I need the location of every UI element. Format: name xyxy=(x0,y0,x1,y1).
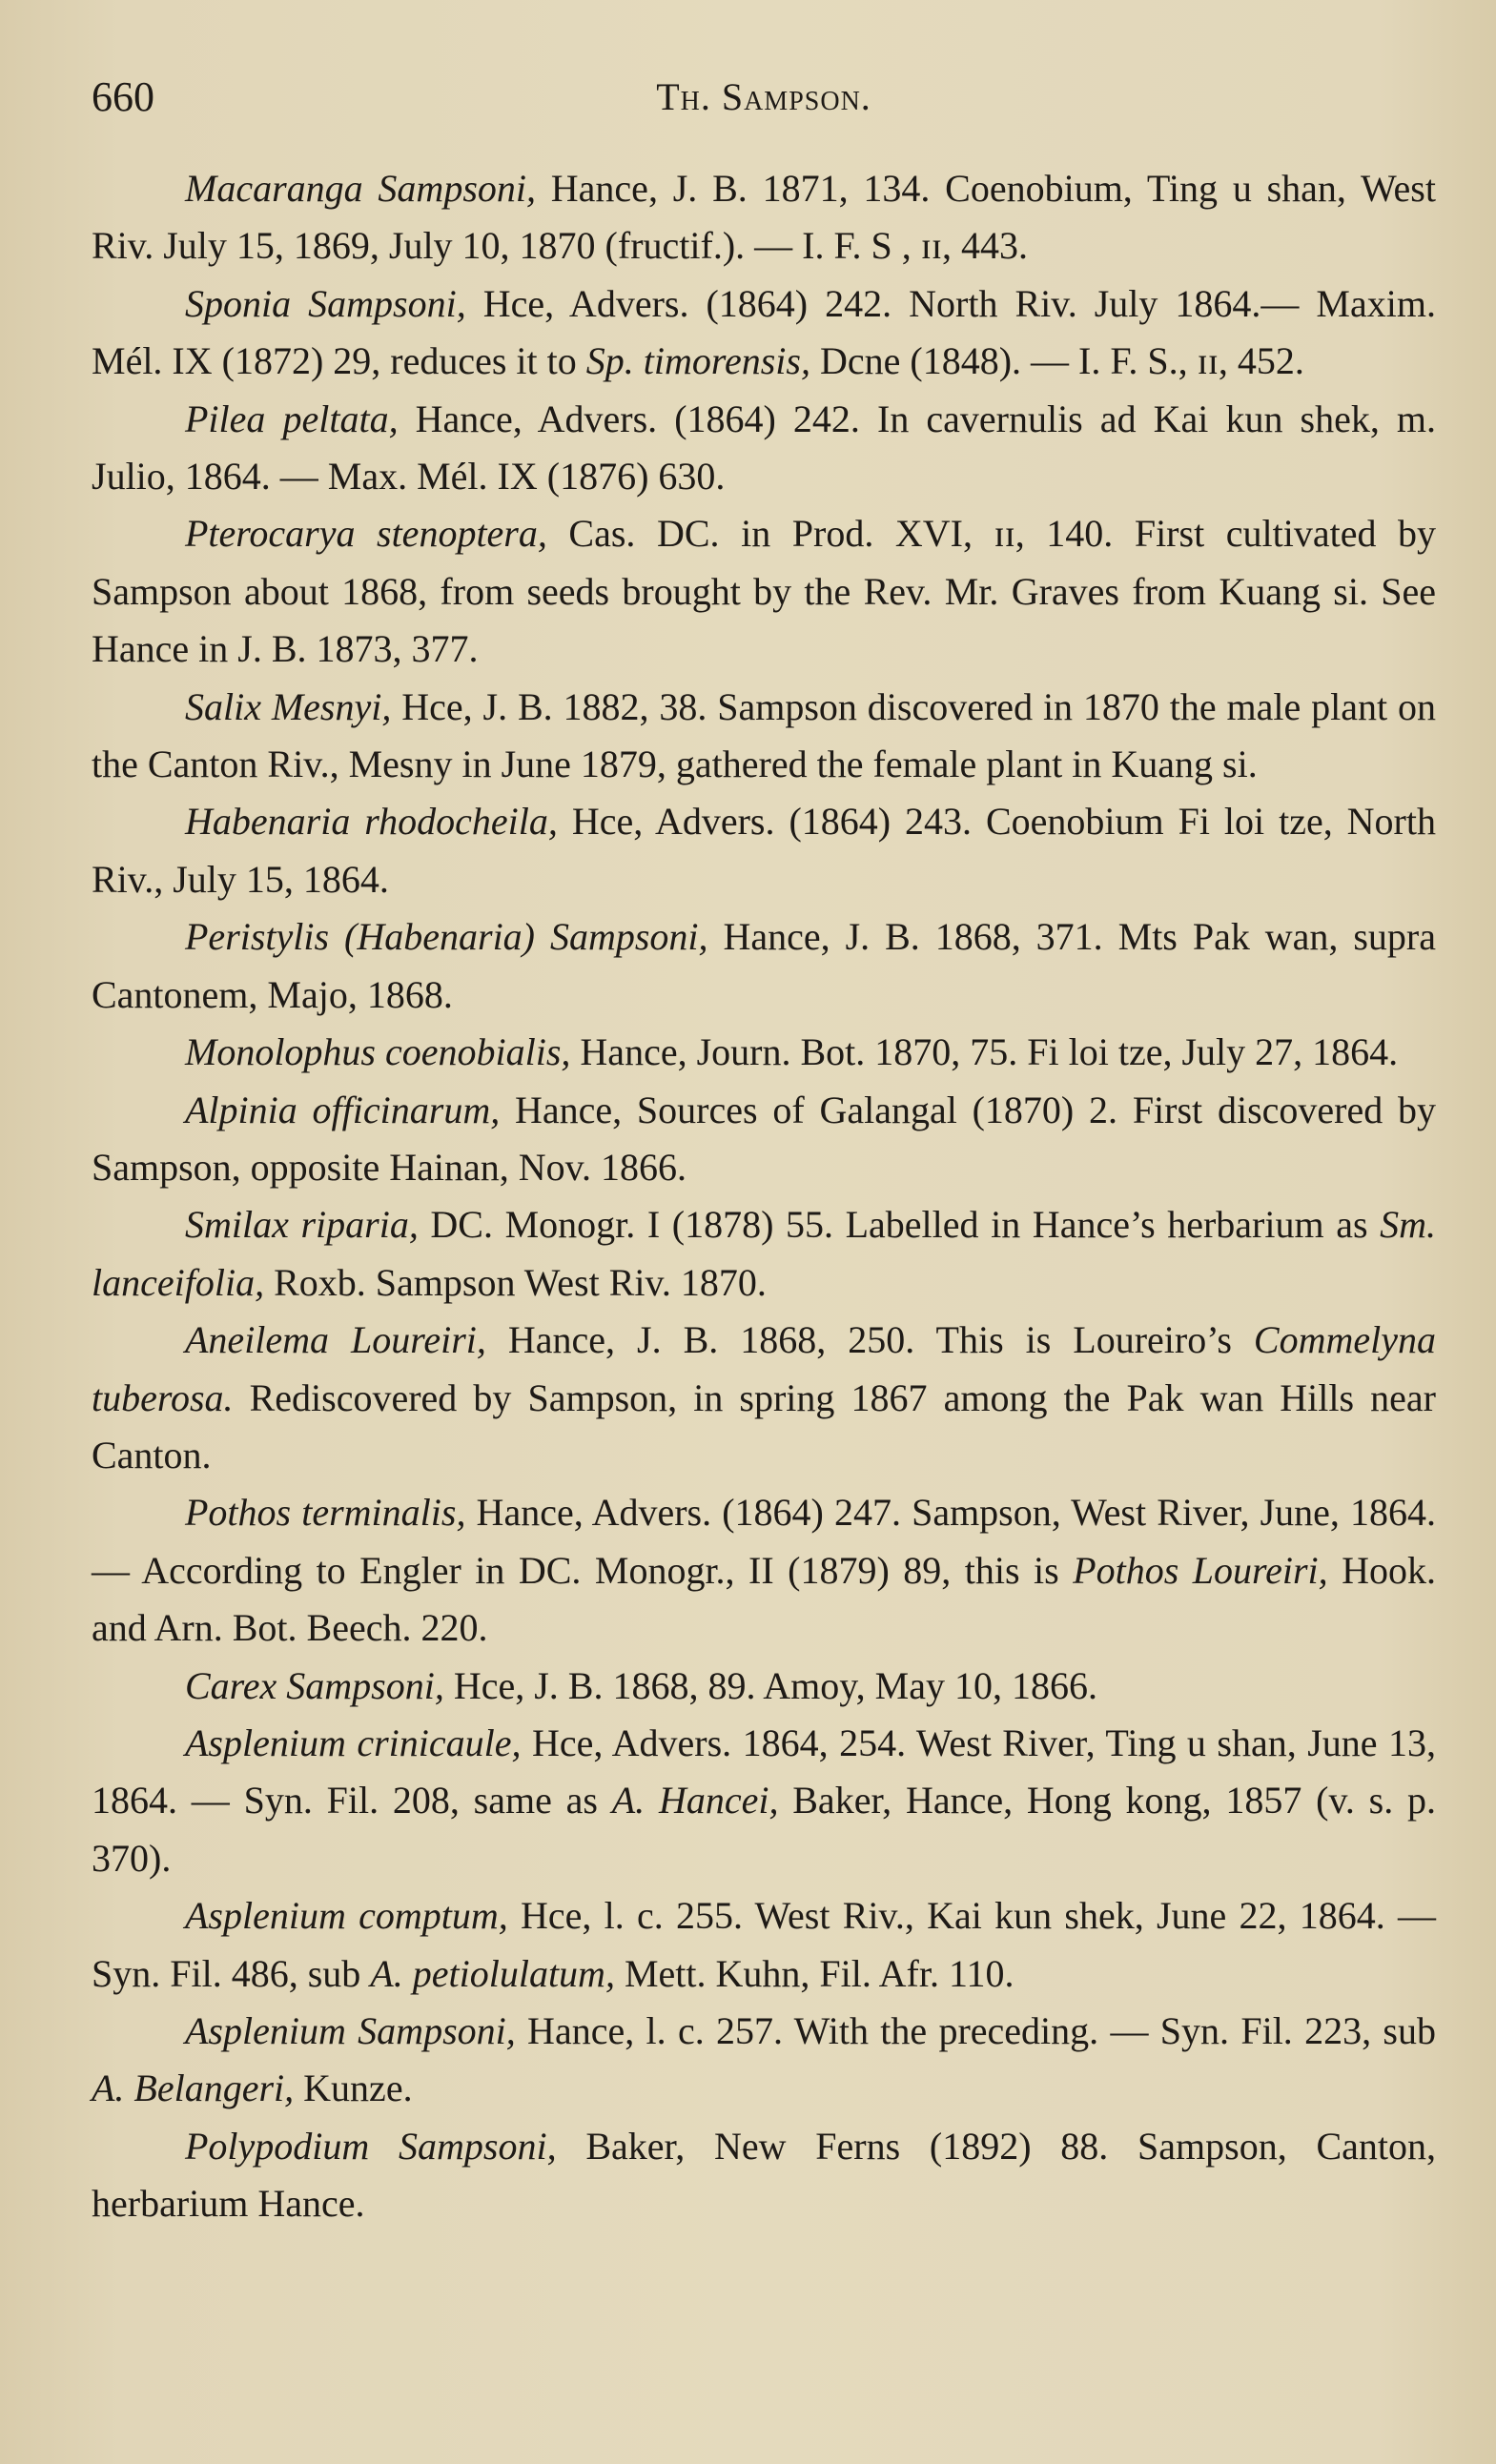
species-reference: Commelyna tuberosa. xyxy=(92,1318,1436,1419)
entry-text: Hce, J. B. 1868, 89. Amoy, May 10, 1866. xyxy=(443,1663,1097,1707)
entry-pothos-terminalis xyxy=(92,1484,1436,1657)
entry-habenaria-rhodocheila xyxy=(92,793,1436,908)
entry-pterocarya-stenoptera xyxy=(92,505,1436,678)
species-name: Pilea peltata, xyxy=(185,397,399,440)
entry-text: Hance, Advers. (1864) 242. In cavernulis ad Kai kun shek, m. Julio, 1864. — Max. Mél. IX (1876) 630. xyxy=(92,397,1436,499)
entry-text: Hance, Journ. Bot. 1870, 75. Fi loi tze, July 27, 1864. xyxy=(570,1030,1399,1074)
entry-text: Hance, Sources of Galangal (1870) 2. First discovered by Sampson, opposite Hainan, Nov. 1866. xyxy=(92,1088,1436,1189)
entry-macaranga-sampsoni xyxy=(92,160,1436,275)
entry-text: Hce, Advers. (1864) 243. Coenobium Fi loi tze, North Riv., July 15, 1864. xyxy=(92,800,1436,901)
entry-peristylis-sampsoni xyxy=(92,908,1436,1024)
entry-asplenium-comptum xyxy=(92,1887,1436,2003)
entry-text: Hce, Advers. (1864) 242. North Riv. July 1864.— Maxim. Mél. IX (1872) 29, reduces it to xyxy=(92,281,1436,383)
species-name: Smilax riparia, xyxy=(185,1203,419,1247)
entry-asplenium-crinicaule xyxy=(92,1715,1436,1887)
entry-smilax-riparia xyxy=(92,1196,1436,1312)
entry-monolophus-coenobialis xyxy=(92,1024,1436,1081)
entry-aneilema-loureiri xyxy=(92,1312,1436,1484)
entry-text: Hce, J. B. 1882, 38. Sampson discovered in 1870 the male plant on the Canton Riv., Mesny in June 1879, gathered the female plant in Kuang si. xyxy=(92,684,1436,786)
entry-text: Hance, J. B. 1868, 250. This is Loureiro’s xyxy=(485,1318,1254,1362)
entry-asplenium-sampsoni xyxy=(92,2003,1436,2118)
entry-text: Hance, J. B. 1871, 134. Coenobium, Ting u shan, West Riv. July 15, 1869, July 10, 1870 (fructif.). — I. F. S , ɪɪ, 443. xyxy=(92,167,1436,268)
species-name: Salix Mesnyi, xyxy=(185,684,392,728)
species-name: Monolophus coenobialis, xyxy=(185,1030,571,1074)
species-name: Alpinia officinarum, xyxy=(185,1088,501,1131)
species-reference: Sp. timorensis, xyxy=(585,339,810,383)
species-name: Aneilema Loureiri, xyxy=(185,1318,486,1362)
entry-salix-mesnyi xyxy=(92,679,1436,794)
entry-text: Baker, New Ferns (1892) 88. Sampson, Canton, herbarium Hance. xyxy=(92,2124,1436,2226)
species-reference: A. petiolulatum, xyxy=(370,1951,615,1995)
entry-text: Hce, l. c. 255. West Riv., Kai kun shek, June 22, 1864. — Syn. Fil. 486, sub xyxy=(92,1894,1436,1995)
entry-text: Baker, Hance, Hong kong, 1857 (v. s. p. 370). xyxy=(92,1779,1436,1880)
entry-text: Rediscovered by Sampson, in spring 1867 among the Pak wan Hills near Canton. xyxy=(92,1375,1436,1476)
species-name: Asplenium crinicaule, xyxy=(185,1721,522,1764)
species-name: Carex Sampsoni, xyxy=(185,1663,444,1707)
entry-text: Roxb. Sampson West Riv. 1870. xyxy=(264,1260,767,1304)
species-name: Asplenium comptum, xyxy=(185,1894,508,1938)
species-name: Pterocarya stenoptera, xyxy=(185,512,547,556)
running-head: Th. Sampson. xyxy=(656,75,871,118)
page-body xyxy=(92,160,1436,2233)
page-number: 660 xyxy=(92,73,154,120)
species-name: Macaranga Sampsoni, xyxy=(185,167,536,210)
entry-text: Hance, Advers. (1864) 247. Sampson, West River, June, 1864. — According to Engler in DC. Monogr., II (1879) 89, this is xyxy=(92,1491,1437,1592)
entry-carex-sampsoni xyxy=(92,1658,1436,1715)
entry-polypodium-sampsoni xyxy=(92,2118,1436,2233)
entry-text: Mett. Kuhn, Fil. Afr. 110. xyxy=(614,1951,1014,1995)
species-reference: A. Hancei, xyxy=(611,1779,779,1823)
species-reference: Sm. lanceifolia, xyxy=(92,1203,1437,1304)
entry-text: DC. Monogr. I (1878) 55. Labelled in Hance’s herbarium as xyxy=(418,1203,1381,1247)
entry-text: Kunze. xyxy=(294,2067,413,2110)
entry-text: Dcne (1848). — I. F. S., ɪɪ, 452. xyxy=(809,339,1304,383)
species-reference: Pothos Loureiri, xyxy=(1073,1548,1328,1592)
species-name: Pothos terminalis, xyxy=(185,1491,466,1535)
entry-alpinia-officinarum xyxy=(92,1082,1436,1197)
entry-text: Cas. DC. in Prod. XVI, ɪɪ, 140. First cultivated by Sampson about 1868, from seeds brought by the Rev. Mr. Graves from Kuang si. See Hance in J. B. 1873, 377. xyxy=(92,512,1436,671)
entry-text: Hce, Advers. 1864, 254. West River, Ting u shan, June 13, 1864. — Syn. Fil. 208, same as xyxy=(92,1721,1436,1823)
species-name: Polypodium Sampsoni, xyxy=(185,2124,557,2168)
species-name: Sponia Sampsoni, xyxy=(185,281,466,325)
species-name: Peristylis (Habenaria) Sampsoni, xyxy=(185,915,708,959)
species-name: Habenaria rhodocheila, xyxy=(185,800,558,844)
entry-text: Hance, J. B. 1868, 371. Mts Pak wan, supra Cantonem, Majo, 1868. xyxy=(92,915,1437,1016)
entry-text: Hook. and Arn. Bot. Beech. 220. xyxy=(92,1548,1437,1650)
entry-text: Hance, l. c. 257. With the preceding. — Syn. Fil. 223, sub xyxy=(515,2009,1436,2052)
entry-sponia-sampsoni xyxy=(92,275,1436,391)
entry-pilea-peltata xyxy=(92,391,1436,506)
species-reference: A. Belangeri, xyxy=(92,2067,295,2110)
species-name: Asplenium Sampsoni, xyxy=(185,2009,516,2052)
page-header xyxy=(92,69,1436,126)
